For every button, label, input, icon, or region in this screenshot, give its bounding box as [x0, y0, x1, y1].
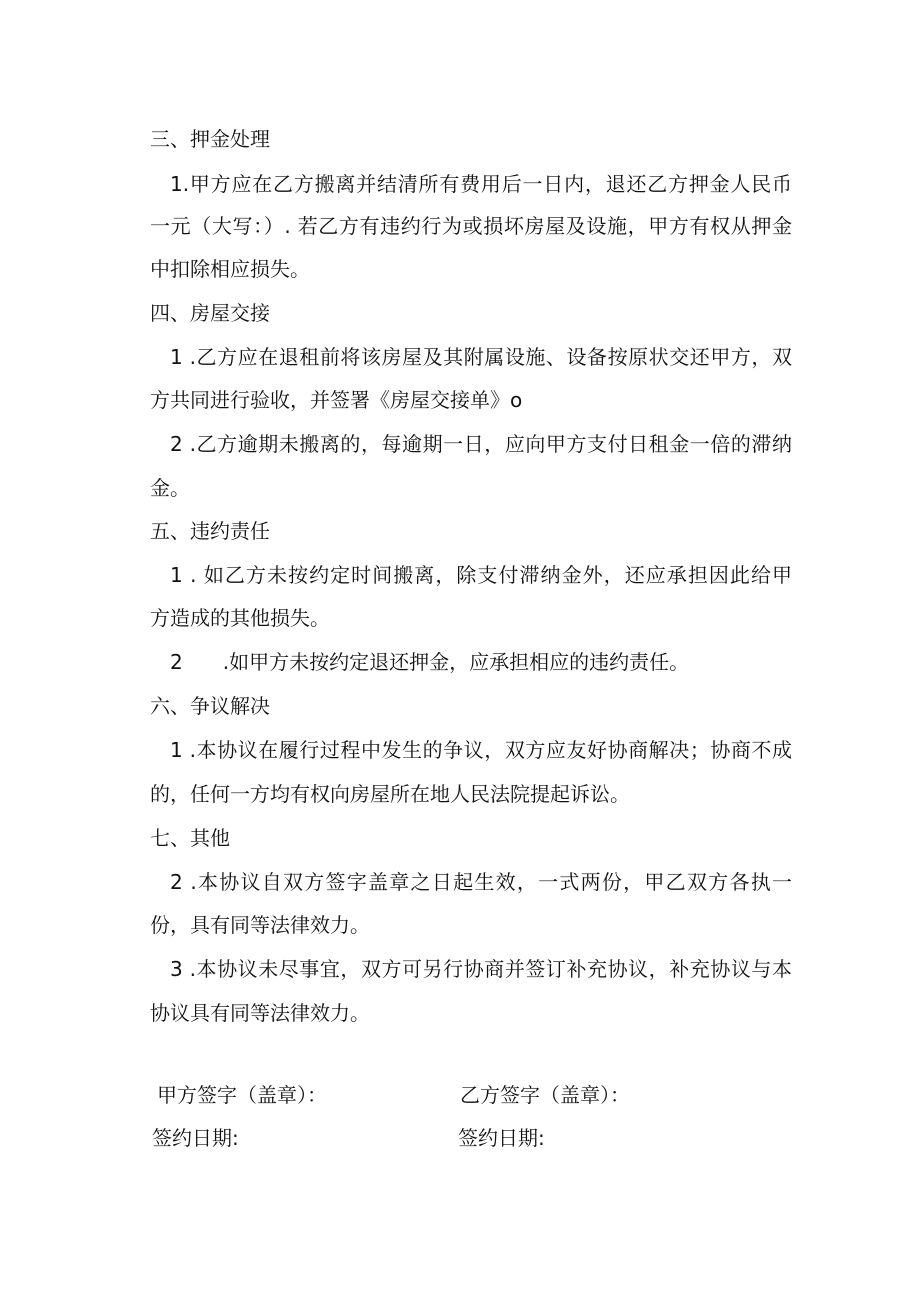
text-line: 1 .本协议在履行过程中发生的争议，双方应友好协商解决；协商不成 — [170, 738, 792, 762]
text-line: 一元（大写：）. 若乙方有违约行为或损坏房屋及设施，甲方有权从押金 — [150, 214, 792, 238]
party-a-date-label: 签约日期: — [152, 1126, 239, 1150]
section-heading: 六、争议解决 — [150, 694, 270, 718]
text-line: 2 .如甲方未按约定退还押金，应承担相应的违约责任。 — [170, 650, 690, 674]
text-line: 2 .乙方逾期未搬离的，每逾期一日，应向甲方支付日租金一倍的滞纳 — [170, 432, 792, 456]
text-line: 2 .本协议自双方签字盖章之日起生效，一式两份，甲乙双方各执一 — [170, 870, 792, 894]
text-line: 的，任何一方均有权向房屋所在地人民法院提起诉讼。 — [150, 782, 630, 806]
text-line: 1.甲方应在乙方搬离并结清所有费用后一日内，退还乙方押金人民币 — [170, 172, 792, 196]
text-line: 3 .本协议未尽事宜，双方可另行协商并签订补充协议，补充协议与本 — [170, 957, 792, 981]
text-line: 1 . 如乙方未按约定时间搬离，除支付滞纳金外，还应承担因此给甲 — [170, 563, 792, 587]
section-heading: 四、房屋交接 — [150, 301, 270, 325]
section-heading: 七、其他 — [150, 826, 230, 850]
text-line: 1 .乙方应在退租前将该房屋及其附属设施、设备按原状交还甲方，双 — [170, 345, 792, 369]
party-b-signature-label: 乙方签字（盖章）： — [460, 1083, 630, 1107]
section-heading: 三、押金处理 — [150, 127, 270, 151]
party-a-signature-label: 甲方签字（盖章）： — [157, 1083, 327, 1107]
text-line: 方造成的其他损失。 — [150, 606, 330, 630]
text-line: 中扣除相应损失。 — [150, 257, 310, 281]
text-line: 方共同进行验收，并签署《房屋交接单》o — [150, 388, 523, 412]
text-line: 份，具有同等法律效力。 — [150, 913, 370, 937]
section-heading: 五、违约责任 — [150, 519, 270, 543]
party-b-date-label: 签约日期: — [458, 1126, 545, 1150]
text-line: 协议具有同等法律效力。 — [150, 1001, 370, 1025]
text-line: 金。 — [150, 476, 190, 500]
